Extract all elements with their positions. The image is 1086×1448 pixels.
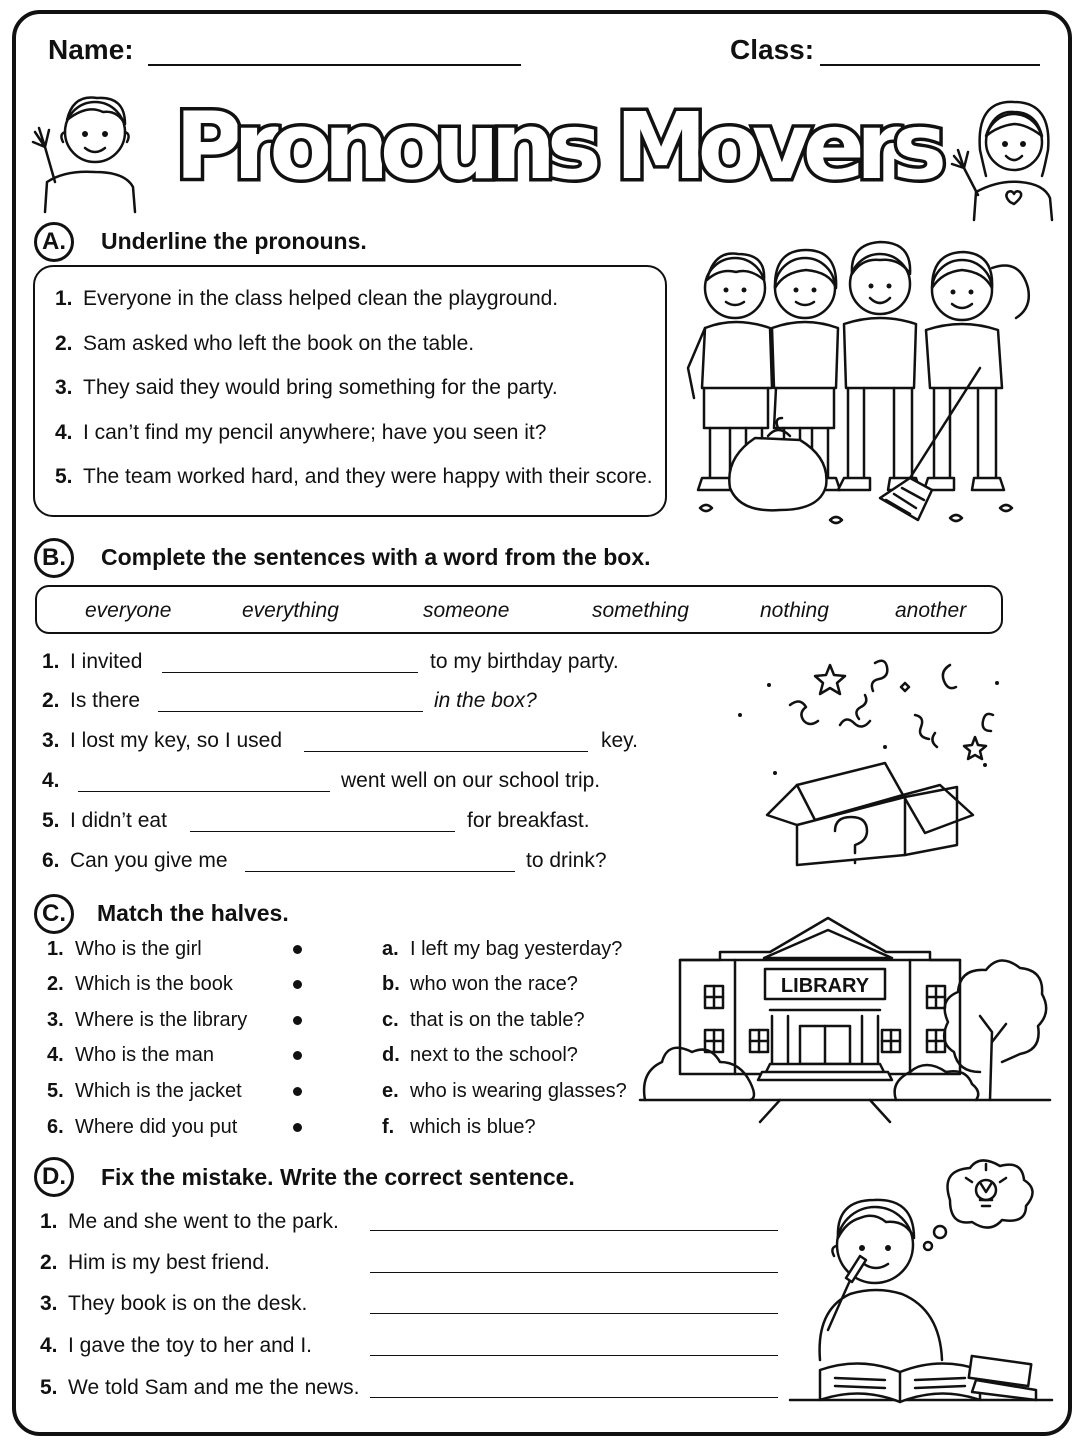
match-left-item-3: 3. Where is the library (47, 1009, 248, 1031)
section-a-item-1: 1. Everyone in the class helped clean the playground. (55, 287, 559, 310)
section-b-instruction: Complete the sentences with a word from the box. (101, 544, 651, 570)
match-right-item-f: f. which is blue? (382, 1116, 536, 1138)
name-label: Name: (48, 34, 134, 65)
section-b-item-2: 2. Is there (42, 689, 141, 712)
word-bank-word: someone (423, 599, 510, 622)
match-right-item-e: e. who is wearing glasses? (382, 1080, 627, 1102)
section-b-item-5-end: for breakfast. (467, 809, 590, 832)
section-a-item-4: 4. I can’t find my pencil anywhere; have you seen it? (55, 421, 547, 444)
word-bank-word: everything (242, 599, 339, 622)
section-a-item-3: 3. They said they would bring something for the party. (55, 376, 558, 399)
word-bank-word: another (895, 599, 967, 622)
word-bank-word: nothing (760, 599, 829, 622)
answer-line[interactable] (370, 1230, 778, 1231)
section-b-item-1: 1. I invited (42, 650, 143, 673)
name-line[interactable] (148, 64, 521, 66)
class-label: Class: (730, 34, 815, 65)
section-d-item-1: 1. Me and she went to the park. (40, 1210, 339, 1233)
match-left-item-4: 4. Who is the man (47, 1044, 214, 1066)
section-b-item-5: 5. I didn’t eat (42, 809, 167, 832)
match-dot[interactable] (293, 1051, 302, 1060)
answer-blank[interactable] (162, 672, 418, 673)
section-a-instruction: Underline the pronouns. (101, 228, 367, 254)
kids-cleaning-illustration (680, 228, 1050, 528)
section-b-item-1-end: to my birthday party. (430, 650, 619, 673)
section-d-item-5: 5. We told Sam and me the news. (40, 1376, 360, 1399)
waving-boy-illustration (25, 72, 145, 212)
section-b-badge: B. (34, 538, 74, 578)
thinking-boy-illustration (790, 1160, 1060, 1420)
answer-line[interactable] (370, 1313, 778, 1314)
section-b-item-6-end: to drink? (526, 849, 607, 872)
match-left-item-6: 6. Where did you put (47, 1116, 238, 1138)
answer-blank[interactable] (78, 791, 330, 792)
match-left-item-1: 1. Who is the girl (47, 938, 202, 960)
section-d-item-2: 2. Him is my best friend. (40, 1251, 270, 1274)
match-dot[interactable] (293, 980, 302, 989)
match-left-item-5: 5. Which is the jacket (47, 1080, 242, 1102)
section-a-item-5: 5. The team worked hard, and they were happy with their score. (55, 465, 653, 488)
match-dot[interactable] (293, 945, 302, 954)
answer-line[interactable] (370, 1397, 778, 1398)
section-b-item-4-end: went well on our school trip. (341, 769, 601, 792)
class-line[interactable] (820, 64, 1040, 66)
mystery-box-illustration (735, 655, 1025, 885)
answer-blank[interactable] (158, 711, 423, 712)
word-bank-word: everyone (85, 599, 172, 622)
answer-blank[interactable] (304, 751, 588, 752)
page-title (165, 78, 955, 218)
section-d-item-3: 3. They book is on the desk. (40, 1292, 308, 1315)
match-right-item-d: d. next to the school? (382, 1044, 578, 1066)
match-dot[interactable] (293, 1016, 302, 1025)
section-b-item-4: 4. (42, 769, 60, 792)
match-right-item-c: c. that is on the table? (382, 1009, 585, 1031)
library-illustration (640, 912, 1050, 1112)
section-d-badge: D. (34, 1157, 74, 1197)
waving-girl-illustration (950, 80, 1060, 220)
section-b-item-3-end: key. (601, 729, 638, 752)
page-title-text: Pronouns Movers (175, 93, 945, 200)
section-b-item-3: 3. I lost my key, so I used (42, 729, 283, 752)
section-d-instruction: Fix the mistake. Write the correct sentence. (101, 1164, 575, 1190)
library-sign-text: LIBRARY (780, 975, 870, 997)
match-left-item-2: 2. Which is the book (47, 973, 233, 995)
word-bank-box (35, 585, 1003, 634)
match-right-item-b: b. who won the race? (382, 973, 578, 995)
section-c-instruction: Match the halves. (97, 900, 289, 926)
section-a-item-2: 2. Sam asked who left the book on the table. (55, 332, 475, 355)
section-b-item-6: 6. Can you give me (42, 849, 228, 872)
section-c-badge: C. (34, 894, 74, 934)
answer-blank[interactable] (245, 871, 515, 872)
section-b-item-2-end: in the box? (434, 689, 537, 712)
match-dot[interactable] (293, 1087, 302, 1096)
answer-line[interactable] (370, 1272, 778, 1273)
section-a-badge: A. (34, 222, 74, 262)
word-bank-word: something (592, 599, 689, 622)
answer-line[interactable] (370, 1355, 778, 1356)
section-d-item-4: 4. I gave the toy to her and I. (40, 1334, 312, 1357)
answer-blank[interactable] (190, 831, 455, 832)
match-right-item-a: a. I left my bag yesterday? (382, 938, 623, 960)
match-dot[interactable] (293, 1123, 302, 1132)
